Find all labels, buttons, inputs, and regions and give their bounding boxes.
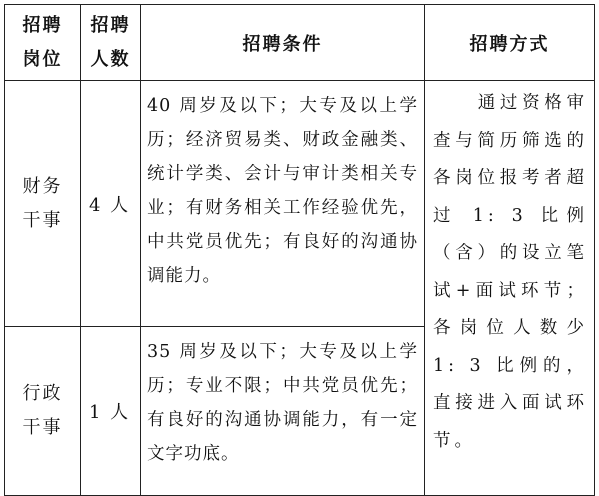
header-position-line2: 岗位 bbox=[22, 48, 63, 70]
header-count-line1: 招聘 bbox=[90, 14, 131, 36]
position-line1: 财务 bbox=[22, 175, 63, 197]
position-line2: 干事 bbox=[22, 417, 63, 438]
method-cell bbox=[425, 81, 595, 496]
count-cell: 1 人 bbox=[81, 327, 141, 496]
position-cell bbox=[5, 327, 81, 496]
conditions-cell: 35 周岁及以下；大专及以上学历；专业不限；中共党员优先；有良好的沟通协调能力，有一定文字功底。 bbox=[141, 327, 425, 496]
header-conditions: 招聘条件 bbox=[141, 5, 425, 81]
header-position bbox=[5, 5, 81, 81]
position-cell bbox=[5, 81, 81, 327]
header-row bbox=[5, 5, 595, 81]
header-method: 招聘方式 bbox=[425, 5, 595, 81]
header-position-line1: 招聘 bbox=[22, 14, 63, 36]
position-line2: 干事 bbox=[22, 209, 63, 231]
table-row-finance bbox=[5, 81, 595, 327]
method-text: 通过资格审查与简历筛选的各岗位报考者超过 1: 3 比例（含）的设立笔试+面试环节；各岗位人数少 1: 3 比例的，直接进入面试环节。 bbox=[433, 93, 588, 451]
position-line1: 行政 bbox=[22, 383, 63, 404]
recruitment-table bbox=[4, 4, 595, 496]
header-count-line2: 人数 bbox=[90, 48, 131, 70]
header-count bbox=[81, 5, 141, 81]
count-cell: 4 人 bbox=[81, 81, 141, 327]
conditions-cell: 40 周岁及以下；大专及以上学历；经济贸易类、财政金融类、统计学类、会计与审计类相关专业；有财务相关工作经验优先，中共党员优先；有良好的沟通协调能力。 bbox=[141, 81, 425, 327]
